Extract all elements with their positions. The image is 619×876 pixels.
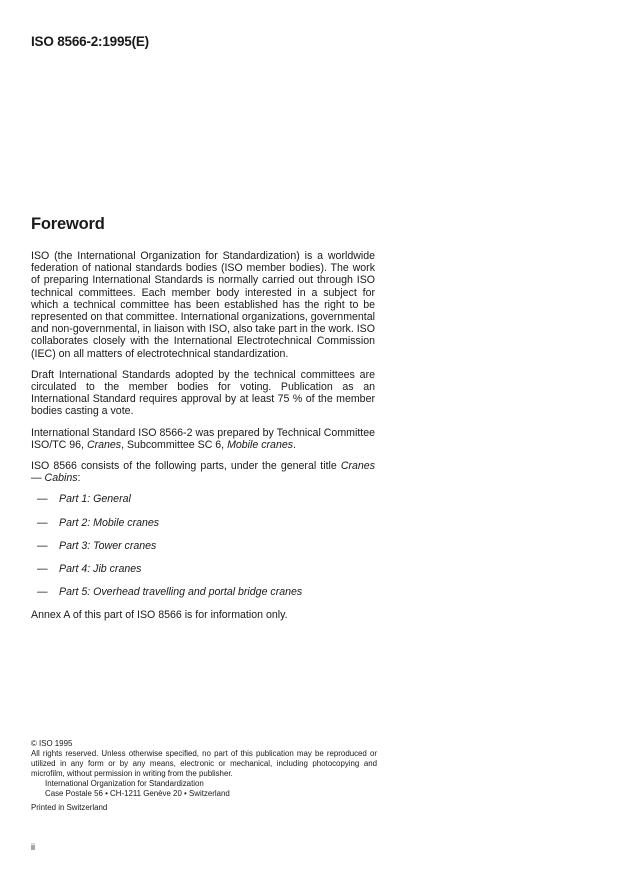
paragraph-prepared-by: International Standard ISO 8566-2 was prepared by Technical Committee ISO/TC 96, Cranes, Subcommittee SC 6, Mobile cranes. [31, 426, 375, 451]
list-item: — Part 3: Tower cranes [37, 539, 157, 552]
organization-name: International Organization for Standardization [45, 779, 204, 788]
dash-marker: — [37, 493, 48, 506]
organization-address: Case Postale 56 • CH-1211 Genève 20 • Switzerland [45, 789, 230, 798]
paragraph-parts-intro: ISO 8566 consists of the following parts, under the general title Cranes — Cabins: [31, 460, 375, 485]
printed-in: Printed in Switzerland [31, 803, 108, 812]
copyright-block [31, 739, 377, 813]
rights-statement: All rights reserved. Unless otherwise specified, no part of this publication may be reproduced or utilized in any form or by any means, electronic or mechanical, including photocopying and microfilm, without permission in writing from the publisher. [31, 749, 377, 778]
list-item: — Part 2: Mobile cranes [37, 516, 160, 529]
committee-title: Cranes [86, 438, 122, 451]
paragraph-annex: Annex A of this part of ISO 8566 is for information only. [31, 609, 288, 622]
dash-marker: — [37, 539, 48, 552]
foreword-heading: Foreword [31, 215, 105, 233]
paragraph-iso-intro: ISO (the International Organization for Standardization) is a worldwide federation of national standards bodies (ISO member bodies). The work of preparing International Standards is normally carried out through ISO technical committees. Each member body interested in a subject for which a technical committee has been established has the right to be represented on that committee. International organizations, governmental and non-governmental, in liaison with ISO, also take part in the work. ISO collaborates closely with the International Electrotechnical Commission (IEC) on all matters of electrotechnical standardization. [31, 250, 375, 360]
paragraph-draft-standards: Draft International Standards adopted by the technical committees are circulated to the member bodies for voting. Publication as an International Standard requires approval by at least 75 % of the member bodies casting a vote. [31, 368, 375, 418]
page-number: ii [31, 842, 35, 852]
list-item: — Part 5: Overhead travelling and portal bridge cranes [37, 586, 303, 599]
dash-marker: — [37, 586, 48, 599]
list-item: — Part 1: General [37, 493, 131, 506]
subcommittee-title: Mobile cranes [227, 438, 294, 451]
foreword-body [31, 250, 375, 631]
dash-marker: — [37, 563, 48, 576]
parts-list [31, 493, 375, 598]
list-item: — Part 4: Jib cranes [37, 563, 142, 576]
dash-marker: — [37, 516, 48, 529]
document-id: ISO 8566-2:1995(E) [31, 34, 149, 49]
general-title: Cranes — Cabins [31, 460, 375, 485]
copyright-line: © ISO 1995 [31, 739, 73, 748]
